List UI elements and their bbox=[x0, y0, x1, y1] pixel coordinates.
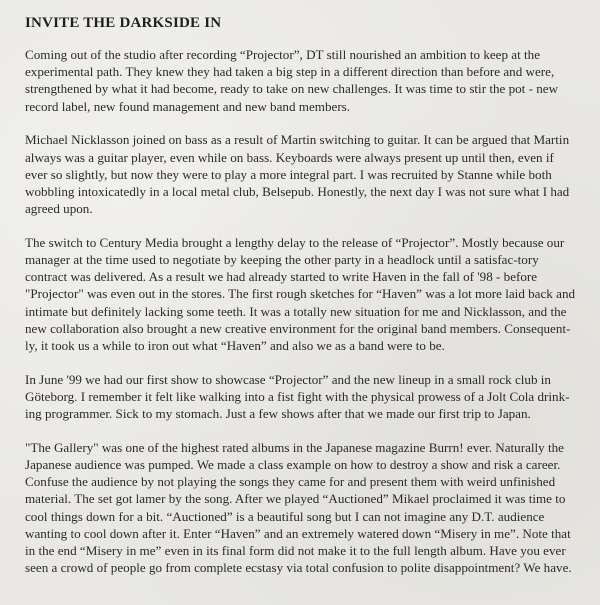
article bbox=[25, 14, 579, 593]
paragraph-5: "The Gallery" was one of the highest rated albums in the Japanese magazine Burrn! ever. Naturally the Japanese audience was pumped. We made a class example on how to destroy a show and risk a career. Confuse the audience by not playing the songs they came for and present them with weird unfinished material. The set got lamer by the song. After we played “Auctioned” Mikael proclaimed it was time to cool things down for a bit. “Auctioned” is a beautiful song but I can not imagine any D.T. audience wanting to cool down after it. Enter “Haven” and an extremely watered down “Misery in me”. Note that in the end “Misery in me” even in its final form did not make it to the full length album. Have you ever seen a crowd of people go from complete ecstasy via total confusion to polite disappointment? We have. bbox=[25, 439, 572, 576]
paragraph-1: Coming out of the studio after recording “Projector”, DT still nourished an ambition to keep at the experimental path. They knew they had taken a big step in a different direction than before and were, strengthened by what it had become, ready to take on new challenges. It was time to stir the pot - new record label, new found management and new band members. bbox=[25, 47, 559, 114]
paragraph-3: The switch to Century Media brought a lengthy delay to the release of “Projector”. Mostly because our manager at the time used to negotiate by keeping the other party in a headlock until a satisfac-tory contract was delivered. As a result we had already started to write Haven in the fall of '98 - before "Projector" was even out in the stores. The first rough sketches for “Haven” was a lot more laid back and intimate but definitely lacking some teeth. It was a totally new situation for me and Nicklasson, and the new collaboration also brought a new creative environment for the original band members. Consequent-ly, it took us a while to iron out what “Haven” and also we as a band were to be. bbox=[25, 234, 576, 354]
article-title: INVITE THE DARKSIDE IN bbox=[25, 15, 222, 31]
paragraph-2: Michael Nicklasson joined on bass as a result of Martin switching to guitar. It can be argued that Martin always was a guitar player, even while on bass. Keyboards were always present up until then, even if ever so slightly, but now they were to play a more integral part. I was recruited by Stanne while both wobbling intoxicatedly in a local metal club, Belsepub. Honestly, the next day I was not sure what I had agreed upon. bbox=[25, 132, 570, 217]
paragraph-4: In June '99 we had our first show to showcase “Projector” and the new lineup in a small rock club in Göteborg. I remember it felt like walking into a fist fight with the physical prowess of a Jolt Cola drink-ing programmer. Sick to my stomach. Just a few shows after that we made our first trip to Japan. bbox=[25, 371, 570, 422]
